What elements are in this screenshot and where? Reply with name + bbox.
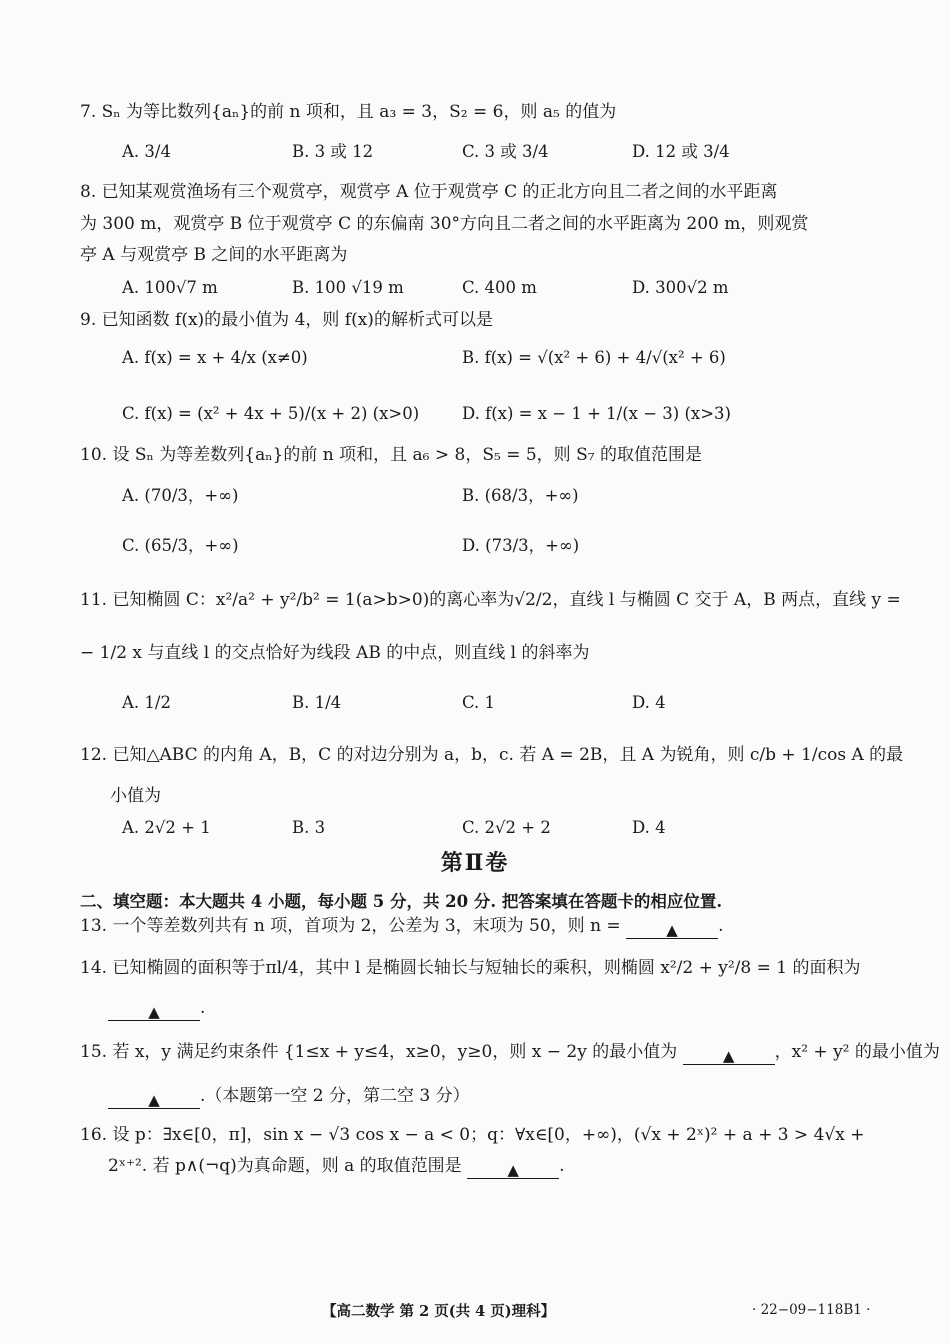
q9-option-a: A. f(x) = x + 4/x (x≠0) <box>122 348 308 367</box>
blank-triangle-icon: ▲ <box>666 921 678 939</box>
q13-answer-blank <box>626 918 718 939</box>
section-title: 第Ⅱ卷 <box>440 850 510 876</box>
q14-stem: 14. 已知椭圆的面积等于πl/4，其中 l 是椭圆长轴长与短轴长的乘积，则椭圆 x²/2 + y²/8 = 1 的面积为 <box>80 958 861 978</box>
q16-end: . <box>559 1156 565 1176</box>
blank-triangle-icon: ▲ <box>507 1161 519 1179</box>
exam-code: · 22−09−118B1 · <box>752 1302 871 1318</box>
q15-answer-blank-2 <box>108 1088 200 1109</box>
q7-option-d: D. 12 或 3/4 <box>632 142 730 161</box>
q12-option-d: D. 4 <box>632 818 666 837</box>
blank-triangle-icon: ▲ <box>148 1091 160 1109</box>
q8-stem-line3: 亭 A 与观赏亭 B 之间的水平距离为 <box>80 245 348 265</box>
q11-stem: 11. 已知椭圆 C：x²/a² + y²/b² = 1(a>b>0)的离心率为√2/2，直线 l 与椭圆 C 交于 A，B 两点，直线 y = <box>80 590 901 610</box>
q13-text: 13. 一个等差数列共有 n 项，首项为 2，公差为 3，末项为 50，则 n = <box>80 916 621 936</box>
q7-stem: 7. Sₙ 为等比数列{aₙ}的前 n 项和，且 a₃ = 3，S₂ = 6，则 a₅ 的值为 <box>80 102 617 122</box>
q11-stem-line2: − 1/2 x 与直线 l 的交点恰好为线段 AB 的中点，则直线 l 的斜率为 <box>80 643 590 663</box>
q8-stem-line2: 为 300 m，观赏亭 B 位于观赏亭 C 的东偏南 30°方向且二者之间的水平距离为 200 m，则观赏 <box>80 214 809 234</box>
q12-stem-line2: 小值为 <box>110 786 161 806</box>
q14-answer-blank <box>108 1000 200 1021</box>
q13 <box>80 914 723 939</box>
q9-option-c: C. f(x) = (x² + 4x + 5)/(x + 2) (x>0) <box>122 404 420 423</box>
q15-text: 15. 若 x，y 满足约束条件 {1≤x + y≤4，x≥0，y≥0，则 x − 2y 的最小值为 <box>80 1042 678 1062</box>
q16-cont: 2ˣ⁺². 若 p∧(¬q)为真命题，则 a 的取值范围是 <box>108 1156 462 1176</box>
page-footer: 【高二数学 第 2 页(共 4 页)理科】 <box>322 1303 556 1320</box>
q11-option-b: B. 1/4 <box>292 693 342 712</box>
q8-stem: 8. 已知某观赏渔场有三个观赏亭，观赏亭 A 位于观赏亭 C 的正北方向且二者之间的水平距离 <box>80 182 778 202</box>
q10-option-d: D. (73/3，+∞) <box>462 536 580 555</box>
q16-answer-blank <box>467 1158 559 1179</box>
q10-stem: 10. 设 Sₙ 为等差数列{aₙ}的前 n 项和，且 a₆ > 8，S₅ = 5，则 S₇ 的取值范围是 <box>80 445 702 465</box>
q9-option-b: B. f(x) = √(x² + 6) + 4/√(x² + 6) <box>462 348 726 367</box>
q14-answer-line <box>108 996 205 1021</box>
q8-option-b: B. 100 √19 m <box>292 278 404 297</box>
q15-line2 <box>108 1084 470 1109</box>
q8-option-a: A. 100√7 m <box>122 278 218 297</box>
q14-end: . <box>200 998 206 1018</box>
q7-option-c: C. 3 或 3/4 <box>462 142 549 161</box>
q16-line2 <box>108 1154 565 1179</box>
q11-option-a: A. 1/2 <box>122 693 171 712</box>
q7-option-b: B. 3 或 12 <box>292 142 374 161</box>
blank-triangle-icon: ▲ <box>722 1047 735 1065</box>
q8-option-d: D. 300√2 m <box>632 278 729 297</box>
q10-option-a: A. (70/3，+∞) <box>122 486 239 505</box>
q11-option-c: C. 1 <box>462 693 496 712</box>
q12-option-b: B. 3 <box>292 818 326 837</box>
q15-mid: ，x² + y² 的最小值为 <box>774 1042 940 1062</box>
q10-option-c: C. (65/3，+∞) <box>122 536 239 555</box>
q10-option-b: B. (68/3，+∞) <box>462 486 579 505</box>
q16-stem: 16. 设 p：∃x∈[0，π]，sin x − √3 cos x − a < 0；q：∀x∈[0，+∞)，(√x + 2ˣ)² + a + 3 > 4√x + <box>80 1125 865 1145</box>
q7-option-a: A. 3/4 <box>122 142 171 161</box>
q12-option-c: C. 2√2 + 2 <box>462 818 551 837</box>
q9-option-d: D. f(x) = x − 1 + 1/(x − 3) (x>3) <box>462 404 731 423</box>
q12-option-a: A. 2√2 + 1 <box>122 818 211 837</box>
q15-end: .（本题第一空 2 分，第二空 3 分） <box>200 1086 470 1106</box>
blank-triangle-icon: ▲ <box>148 1003 160 1021</box>
q9-stem: 9. 已知函数 f(x)的最小值为 4，则 f(x)的解析式可以是 <box>80 310 493 330</box>
q13-end: . <box>718 916 724 936</box>
section-heading: 二、填空题：本大题共 4 小题，每小题 5 分，共 20 分. 把答案填在答题卡的相应位置. <box>80 892 723 911</box>
q12-stem: 12. 已知△ABC 的内角 A，B，C 的对边分别为 a，b，c. 若 A = 2B，且 A 为锐角，则 c/b + 1/cos A 的最 <box>80 745 904 765</box>
q15-answer-blank-1 <box>683 1044 775 1065</box>
q15 <box>80 1040 940 1065</box>
q8-option-c: C. 400 m <box>462 278 537 297</box>
q11-option-d: D. 4 <box>632 693 666 712</box>
